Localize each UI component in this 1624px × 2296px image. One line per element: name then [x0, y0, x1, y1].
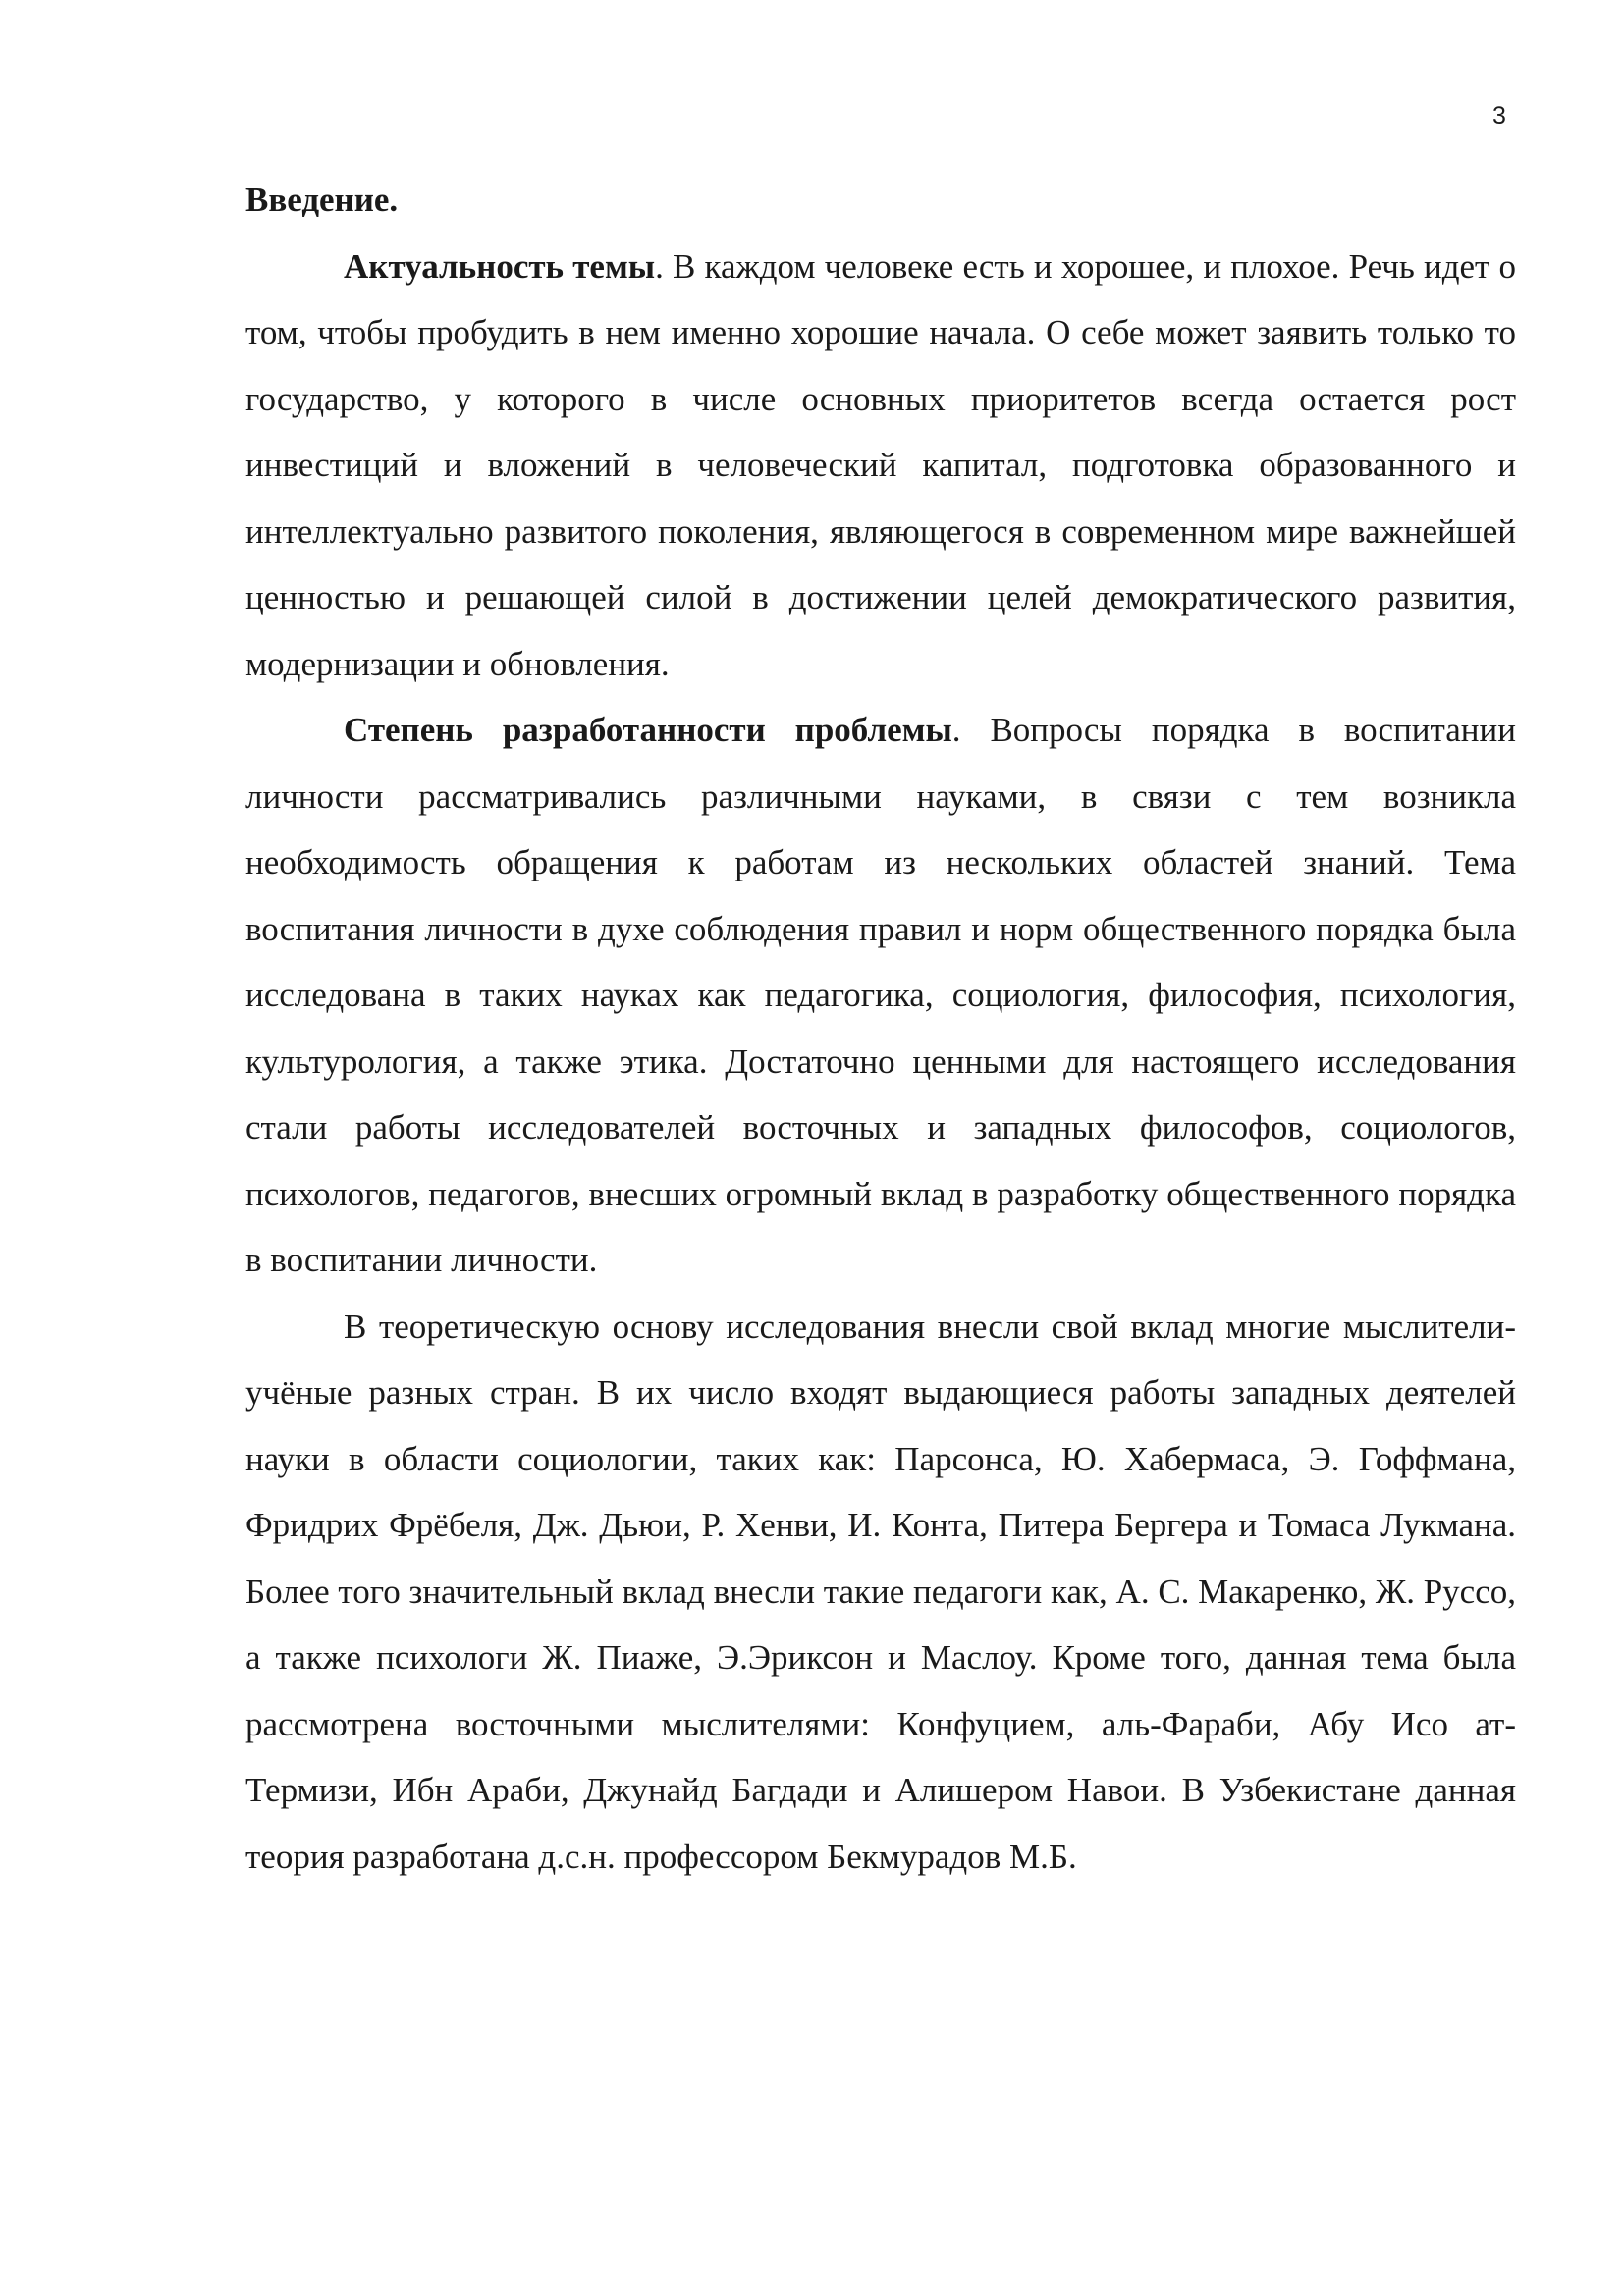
- document-body: [245, 167, 1516, 1890]
- paragraph-problem-development: [245, 697, 1516, 1294]
- paragraph-relevance-lead-punct: .: [655, 246, 664, 286]
- paragraph-relevance-lead: Актуальность темы: [344, 246, 656, 286]
- paragraph-theoretical-basis: [245, 1294, 1516, 1891]
- paragraph-relevance: [245, 234, 1516, 698]
- paragraph-problem-development-text: Вопросы порядка в воспитании личности рассматривались различными науками, в связи с тем возникла необходимость обращения к работам из нескольких областей знаний. Тема воспитания личности в духе соблюдения правил и норм общественного порядка была исследована в таких науках как педагогика, социология, философия, психология, культурология, а также этика. Достаточно ценными для настоящего исследования стали работы исследователей восточных и западных философов, социологов, психологов, педагогов, внесших огромный вклад в разработку общественного порядка в воспитании личности.: [245, 711, 1516, 1279]
- paragraph-relevance-text: В каждом человеке есть и хорошее, и плохое. Речь идет о том, чтобы пробудить в нем именно хорошие начала. О себе может заявить только то государство, у которого в числе основных приоритетов всегда остается рост инвестиций и вложений в человеческий капитал, подготовка образованного и интеллектуально развитого поколения, являющегося в современном мире важнейшей ценностью и решающей силой в достижении целей демократического развития, модернизации и обновления.: [245, 246, 1516, 683]
- paragraph-problem-development-lead: Степень разработанности проблемы: [344, 711, 952, 749]
- section-heading: Введение.: [245, 181, 399, 219]
- page-number: 3: [1492, 102, 1506, 130]
- paragraph-problem-development-lead-punct: .: [951, 711, 961, 749]
- paragraph-theoretical-basis-text: В теоретическую основу исследования внесли свой вклад многие мыслители-учёные разных стран. В их число входят выдающиеся работы западных деятелей науки в области социологии, таких как: Парсонса, Ю. Хабермаса, Э. Гоффмана, Фридрих Фрёбеля, Дж. Дьюи, Р. Хенви, И. Конта, Питера Бергера и Томаса Лукмана. Более того значительный вклад внесли такие педагоги как, А. С. Макаренко, Ж. Руссо, а также психологи Ж. Пиаже, Э.Эриксон и Маслоу. Кроме того, данная тема была рассмотрена восточными мыслителями: Конфуцием, аль-Фараби, Абу Исо ат-Термизи, Ибн Араби, Джунайд Багдади и Алишером Навои. В Узбекистане данная теория разработана д.с.н. профессором Бекмурадов М.Б.: [245, 1307, 1516, 1876]
